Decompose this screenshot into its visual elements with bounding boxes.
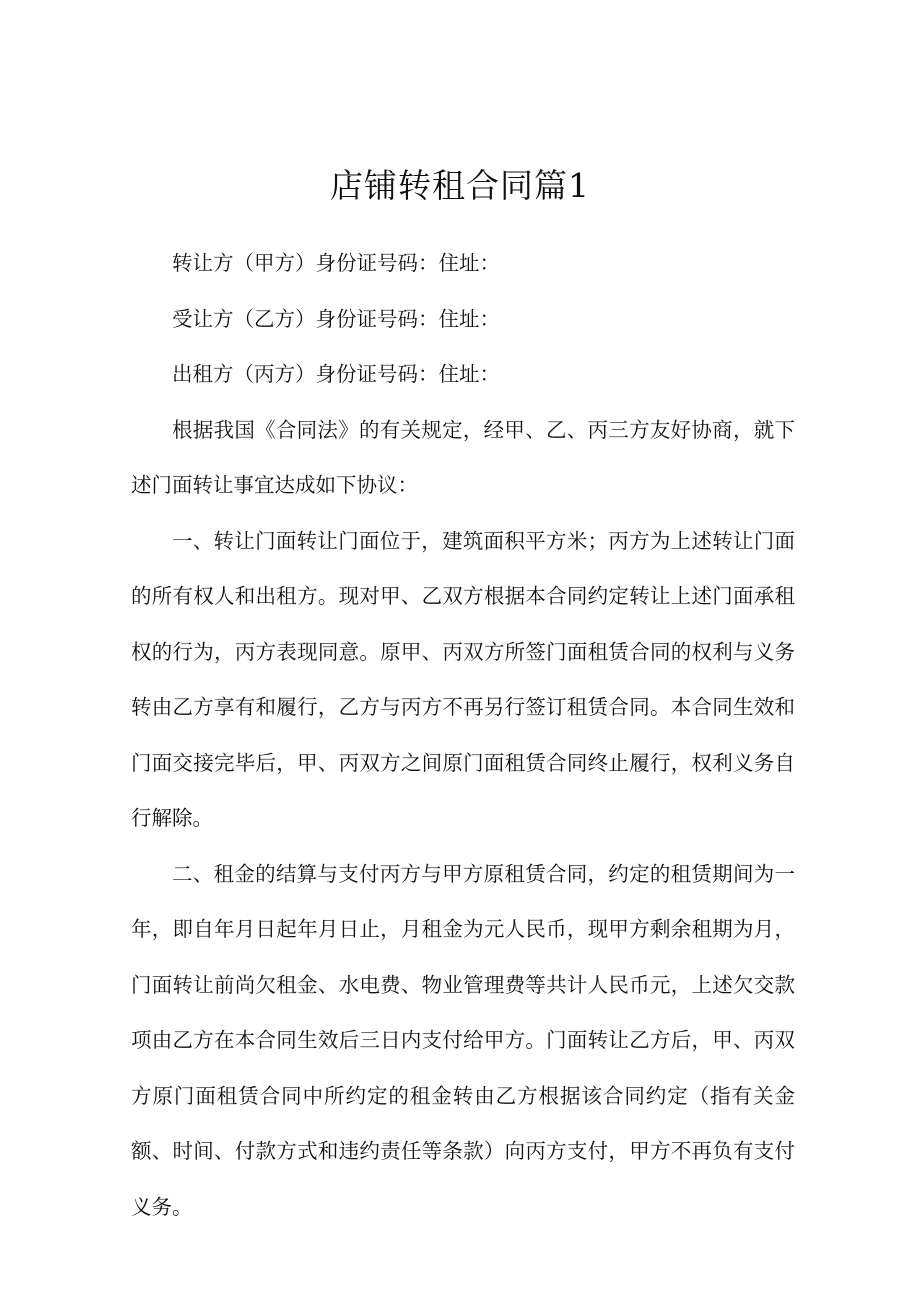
party-c-line: 出租方（丙方）身份证号码：住址： — [172, 362, 500, 386]
clause-2-paragraph: 二、租金的结算与支付丙方与甲方原租赁合同，约定的租赁期间为一年，即自年月日起年月日止，月租金为元人民币，现甲方剩余租期为月，门面转让前尚欠租金、水电费、物业管理费等共计人民币元，上述欠交款项由乙方在本合同生效后三日内支付给甲方。门面转让乙方后，甲、丙双方原门面租赁合同中所约定的租金转由乙方根据该合同约定（指有关金额、时间、付款方式和违约责任等条款）向丙方支付，甲方不再负有支付义务。 — [131, 861, 795, 1219]
party-b-line: 受让方（乙方）身份证号码：住址： — [172, 306, 500, 331]
document-body — [131, 236, 795, 1235]
preamble-paragraph: 根据我国《合同法》的有关规定，经甲、乙、丙三方友好协商，就下述门面转让事宜达成如下协议： — [131, 417, 795, 497]
clause-1-paragraph: 一、转让门面转让门面位于，建筑面积平方米；丙方为上述转让门面的所有权人和出租方。现对甲、乙双方根据本合同约定转让上述门面承租权的行为，丙方表现同意。原甲、丙双方所签门面租赁合同的权利与义务转由乙方享有和履行，乙方与丙方不再另行签订租赁合同。本合同生效和门面交接完毕后，甲、丙双方之间原门面租赁合同终止履行，权利义务自行解除。 — [131, 528, 795, 830]
party-a-line: 转让方（甲方）身份证号码：住址： — [172, 251, 500, 275]
document-title: 店铺转租合同篇1 — [330, 166, 590, 205]
